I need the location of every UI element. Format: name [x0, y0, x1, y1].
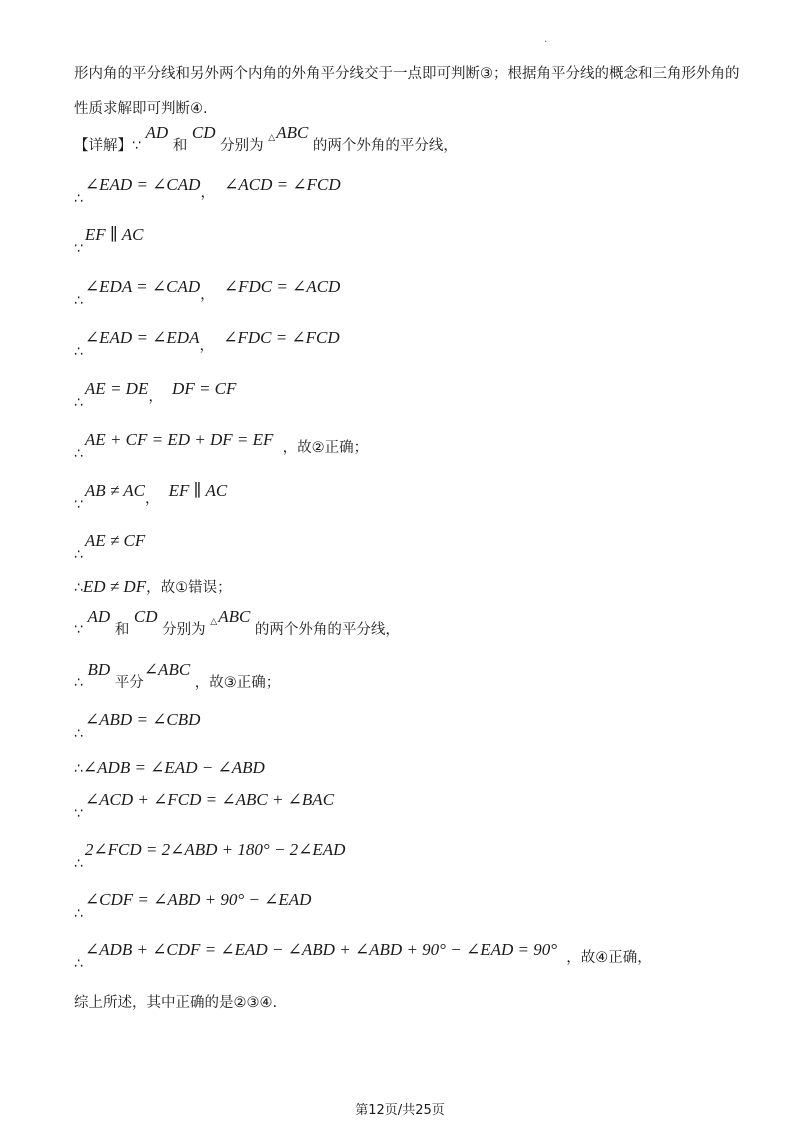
detail-rest: 的两个外角的平分线，: [312, 138, 458, 154]
math-expression: ∠FDC = ∠ACD: [223, 277, 341, 296]
step-row: [74, 840, 346, 872]
proof-symbol: ∵: [74, 806, 83, 822]
step-row: [74, 328, 340, 360]
math-expression: ∠EDA = ∠CAD: [84, 277, 201, 296]
segment-cd: CD: [133, 607, 158, 626]
intro-line-1: 形内角的平分线和另外两个内角的外角平分线交于一点即可判断③；根据角平分线的概念和三角形外角的: [74, 66, 740, 82]
conclusion: 综上所述，其中正确的是②③④.: [74, 995, 278, 1011]
proof-symbol: ∴: [74, 580, 83, 596]
step-row: [74, 175, 341, 207]
separator: ，: [199, 338, 214, 354]
separator: ，: [200, 185, 215, 201]
step-tail: ，故②正确；: [282, 440, 369, 456]
wrong-tail: ，故①错误；: [146, 580, 232, 596]
detail-line: [74, 123, 458, 155]
and-word: 和: [172, 138, 188, 154]
are-word: 分别为: [220, 138, 264, 154]
separator: ，: [200, 287, 215, 303]
math-expression: AB ≠ AC: [84, 481, 145, 500]
math-expression: ∠FDC = ∠FCD: [223, 328, 340, 347]
proof-symbol: ∴: [74, 293, 83, 309]
step-row: [74, 710, 201, 742]
proof-symbol: ∴: [74, 726, 83, 742]
math-expression: AE = DE: [84, 379, 149, 398]
proof-symbol: ∵: [74, 241, 83, 257]
step-row: [74, 940, 652, 972]
math-expression: ∠ADB = ∠EAD − ∠ABD: [82, 758, 265, 777]
math-expression: DF = CF: [172, 379, 237, 398]
step-row: [74, 890, 312, 922]
proof-symbol: ∴: [74, 446, 83, 462]
math-expression: ∠ABD = ∠CBD: [84, 710, 201, 729]
segment-ad: AD: [87, 607, 111, 626]
triangle-abc: ABC: [218, 607, 251, 626]
math-expression: EF ∥ AC: [84, 225, 144, 244]
step-row: [74, 430, 369, 462]
proof-symbol: ∴: [74, 675, 83, 691]
proof-symbol: ∴: [74, 956, 83, 972]
segment-ad: AD: [145, 123, 169, 142]
and-word: 和: [114, 622, 130, 638]
page-footer: 第12页/共25页: [355, 1103, 445, 1118]
corner-dot: .: [544, 34, 548, 45]
are-word: 分别为: [162, 622, 206, 638]
segment-bd: BD: [87, 660, 111, 679]
segment-cd: CD: [191, 123, 216, 142]
triangle-symbol: △: [268, 133, 276, 143]
step-row: [74, 225, 144, 257]
step-row: [74, 790, 335, 822]
proof-symbol: ∴: [74, 761, 83, 777]
proof-symbol: ∴: [74, 395, 83, 411]
math-expression: ∠ADB + ∠CDF = ∠EAD − ∠ABD + ∠ABD + 90° − ∠EAD = 90°: [84, 940, 558, 959]
detail-label: 【详解】: [74, 138, 132, 154]
bisect-tail: ，故③正确；: [194, 675, 281, 691]
math-expression: ED ≠ DF: [82, 577, 147, 596]
math-expression: ∠ACD + ∠FCD = ∠ABC + ∠BAC: [84, 790, 335, 809]
step-row: [74, 481, 228, 513]
math-expression: 2∠FCD = 2∠ABD + 180° − 2∠EAD: [84, 840, 346, 859]
math-expression: ∠ACD = ∠FCD: [224, 175, 341, 194]
separator: ，: [148, 389, 163, 405]
math-expression: ∠CDF = ∠ABD + 90° − ∠EAD: [84, 890, 312, 909]
bisect-line: [74, 660, 281, 692]
because-symbol: ∵: [132, 138, 141, 154]
proof-symbol: ∴: [74, 547, 83, 563]
intro-line-2: 性质求解即可判断④.: [74, 101, 208, 117]
step-row: [74, 277, 341, 309]
math-expression: AE + CF = ED + DF = EF: [84, 430, 274, 449]
because-symbol: ∵: [74, 622, 83, 638]
proof-symbol: ∵: [74, 497, 83, 513]
math-expression: ∠EAD = ∠EDA: [84, 328, 200, 347]
proof-symbol: ∴: [74, 191, 83, 207]
step-tail: ，故④正确，: [566, 950, 652, 966]
step-row: [74, 758, 265, 778]
again-rest: 的两个外角的平分线，: [254, 622, 400, 638]
math-expression: AE ≠ CF: [84, 531, 146, 550]
triangle-abc: ABC: [276, 123, 309, 142]
again-line: [74, 607, 400, 639]
proof-symbol: ∴: [74, 856, 83, 872]
math-expression: ∠EAD = ∠CAD: [84, 175, 201, 194]
step-row: [74, 531, 146, 563]
wrong-line: [74, 576, 232, 597]
proof-symbol: ∴: [74, 906, 83, 922]
step-row: [74, 379, 237, 411]
triangle-symbol: △: [210, 617, 218, 627]
math-expression: EF ∥ AC: [168, 481, 228, 500]
proof-symbol: ∴: [74, 344, 83, 360]
bisect-word: 平分: [114, 675, 144, 691]
separator: ，: [144, 491, 160, 507]
angle-abc: ∠ABC: [143, 660, 191, 679]
